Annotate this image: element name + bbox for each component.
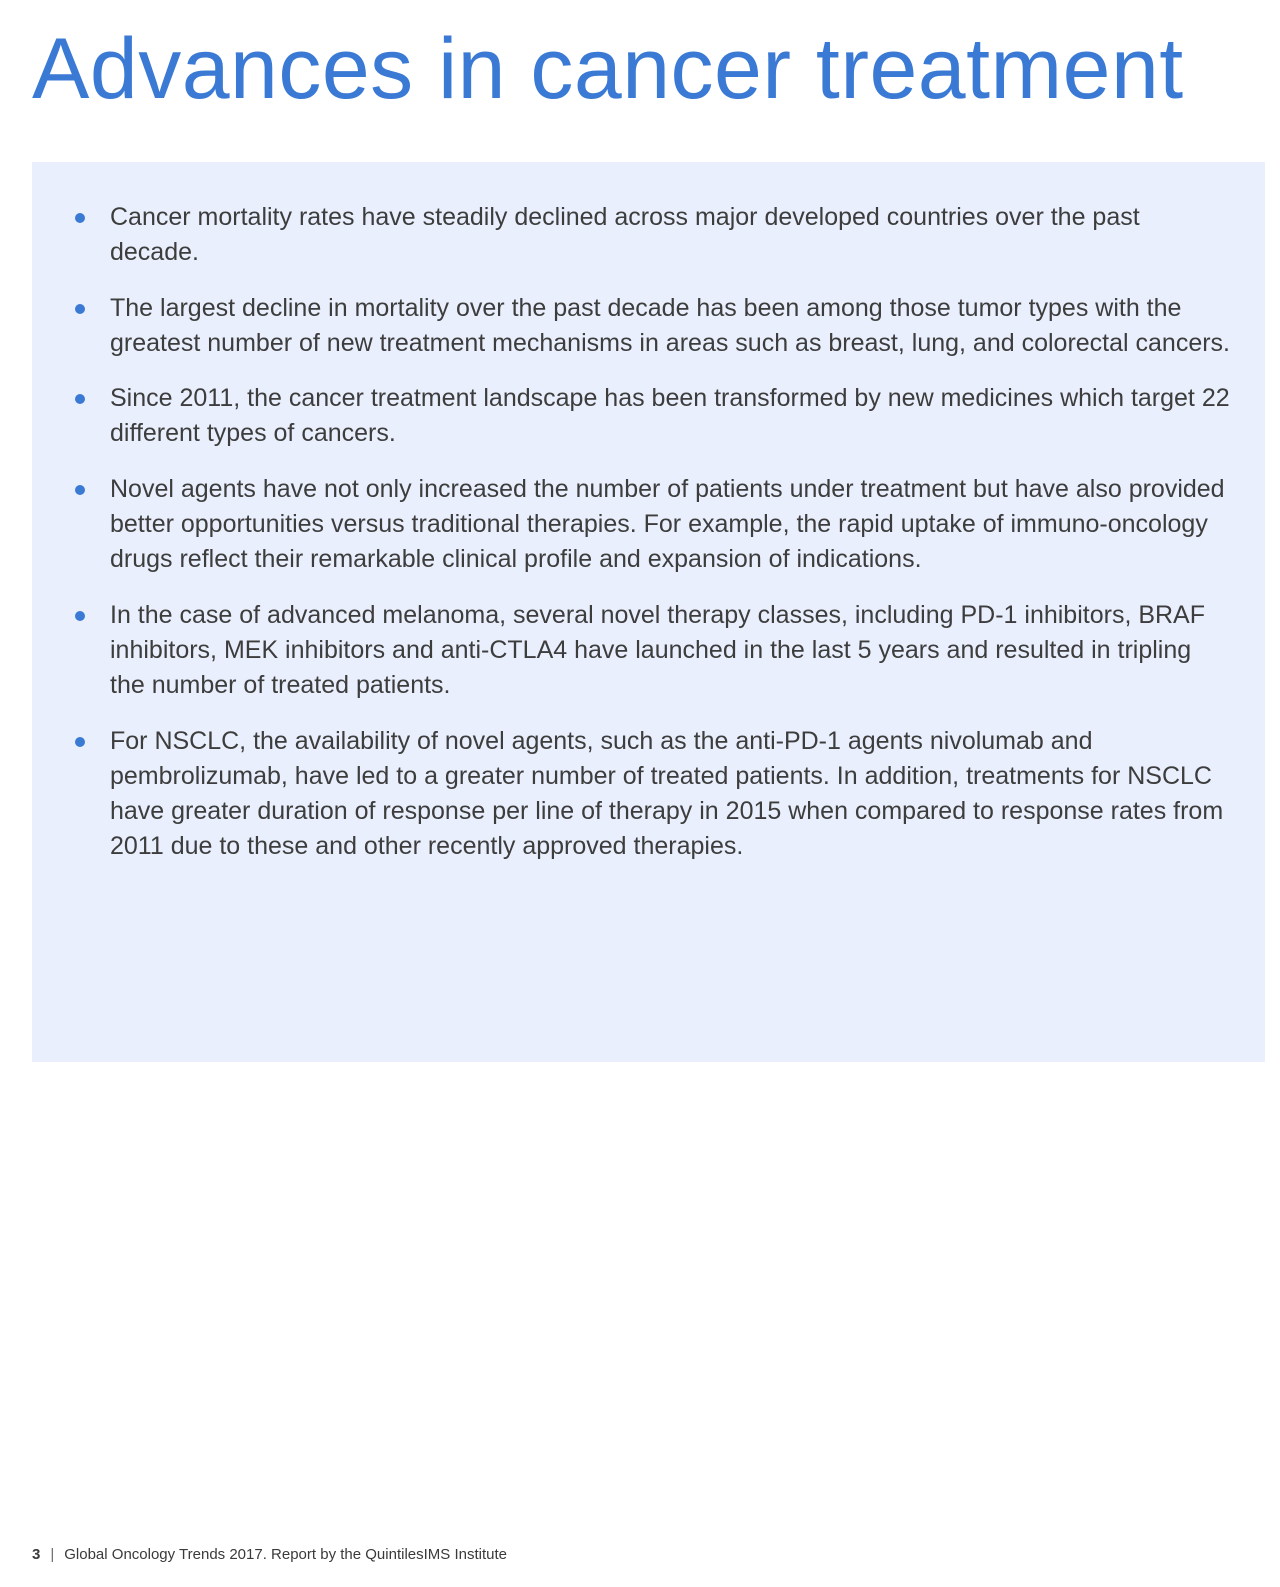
bullet-dot-icon [75, 213, 85, 223]
bullet-list [32, 200, 1232, 885]
list-item [32, 724, 1232, 865]
bullet-text: Novel agents have not only increased the number of patients under treatment but have also provided better opportunities versus traditional therapies. For example, the rapid uptake of immuno-oncology drugs reflect their remarkable clinical profile and expansion of indications. [110, 474, 1225, 574]
list-item [32, 381, 1232, 452]
footer-separator: | [50, 1546, 55, 1563]
bullet-dot-icon [75, 394, 85, 404]
bullet-text: For NSCLC, the availability of novel agents, such as the anti-PD-1 agents nivolumab and pembrolizumab, have led to a greater number of treated patients. In addition, treatments for NSCLC have greater duration of response per line of therapy in 2015 when compared to response rates from 2011 due to these and other recently approved therapies. [110, 726, 1224, 861]
page-title: Advances in cancer treatment [32, 21, 1184, 117]
bullet-text: Cancer mortality rates have steadily declined across major developed countries over the past decade. [110, 203, 1140, 267]
bullet-text: In the case of advanced melanoma, several novel therapy classes, including PD-1 inhibitors, BRAF inhibitors, MEK inhibitors and anti-CTLA4 have launched in the last 5 years and resulted in tripling the number of treated patients. [110, 600, 1206, 700]
bullet-dot-icon [75, 304, 85, 314]
bullet-dot-icon [75, 611, 85, 621]
page-footer [32, 1545, 507, 1565]
bullet-dot-icon [75, 485, 85, 495]
bullet-text: The largest decline in mortality over the past decade has been among those tumor types with the greatest number of new treatment mechanisms in areas such as breast, lung, and colorectal cancers. [110, 293, 1231, 357]
list-item [32, 472, 1232, 578]
content-panel [32, 162, 1265, 1062]
list-item [32, 200, 1232, 271]
bullet-text: Since 2011, the cancer treatment landscape has been transformed by new medicines which target 22 different types of cancers. [110, 384, 1230, 448]
page-number: 3 [32, 1546, 41, 1563]
footer-text: Global Oncology Trends 2017. Report by the QuintilesIMS Institute [64, 1546, 507, 1563]
list-item [32, 598, 1232, 704]
list-item [32, 291, 1232, 362]
bullet-dot-icon [75, 737, 85, 747]
